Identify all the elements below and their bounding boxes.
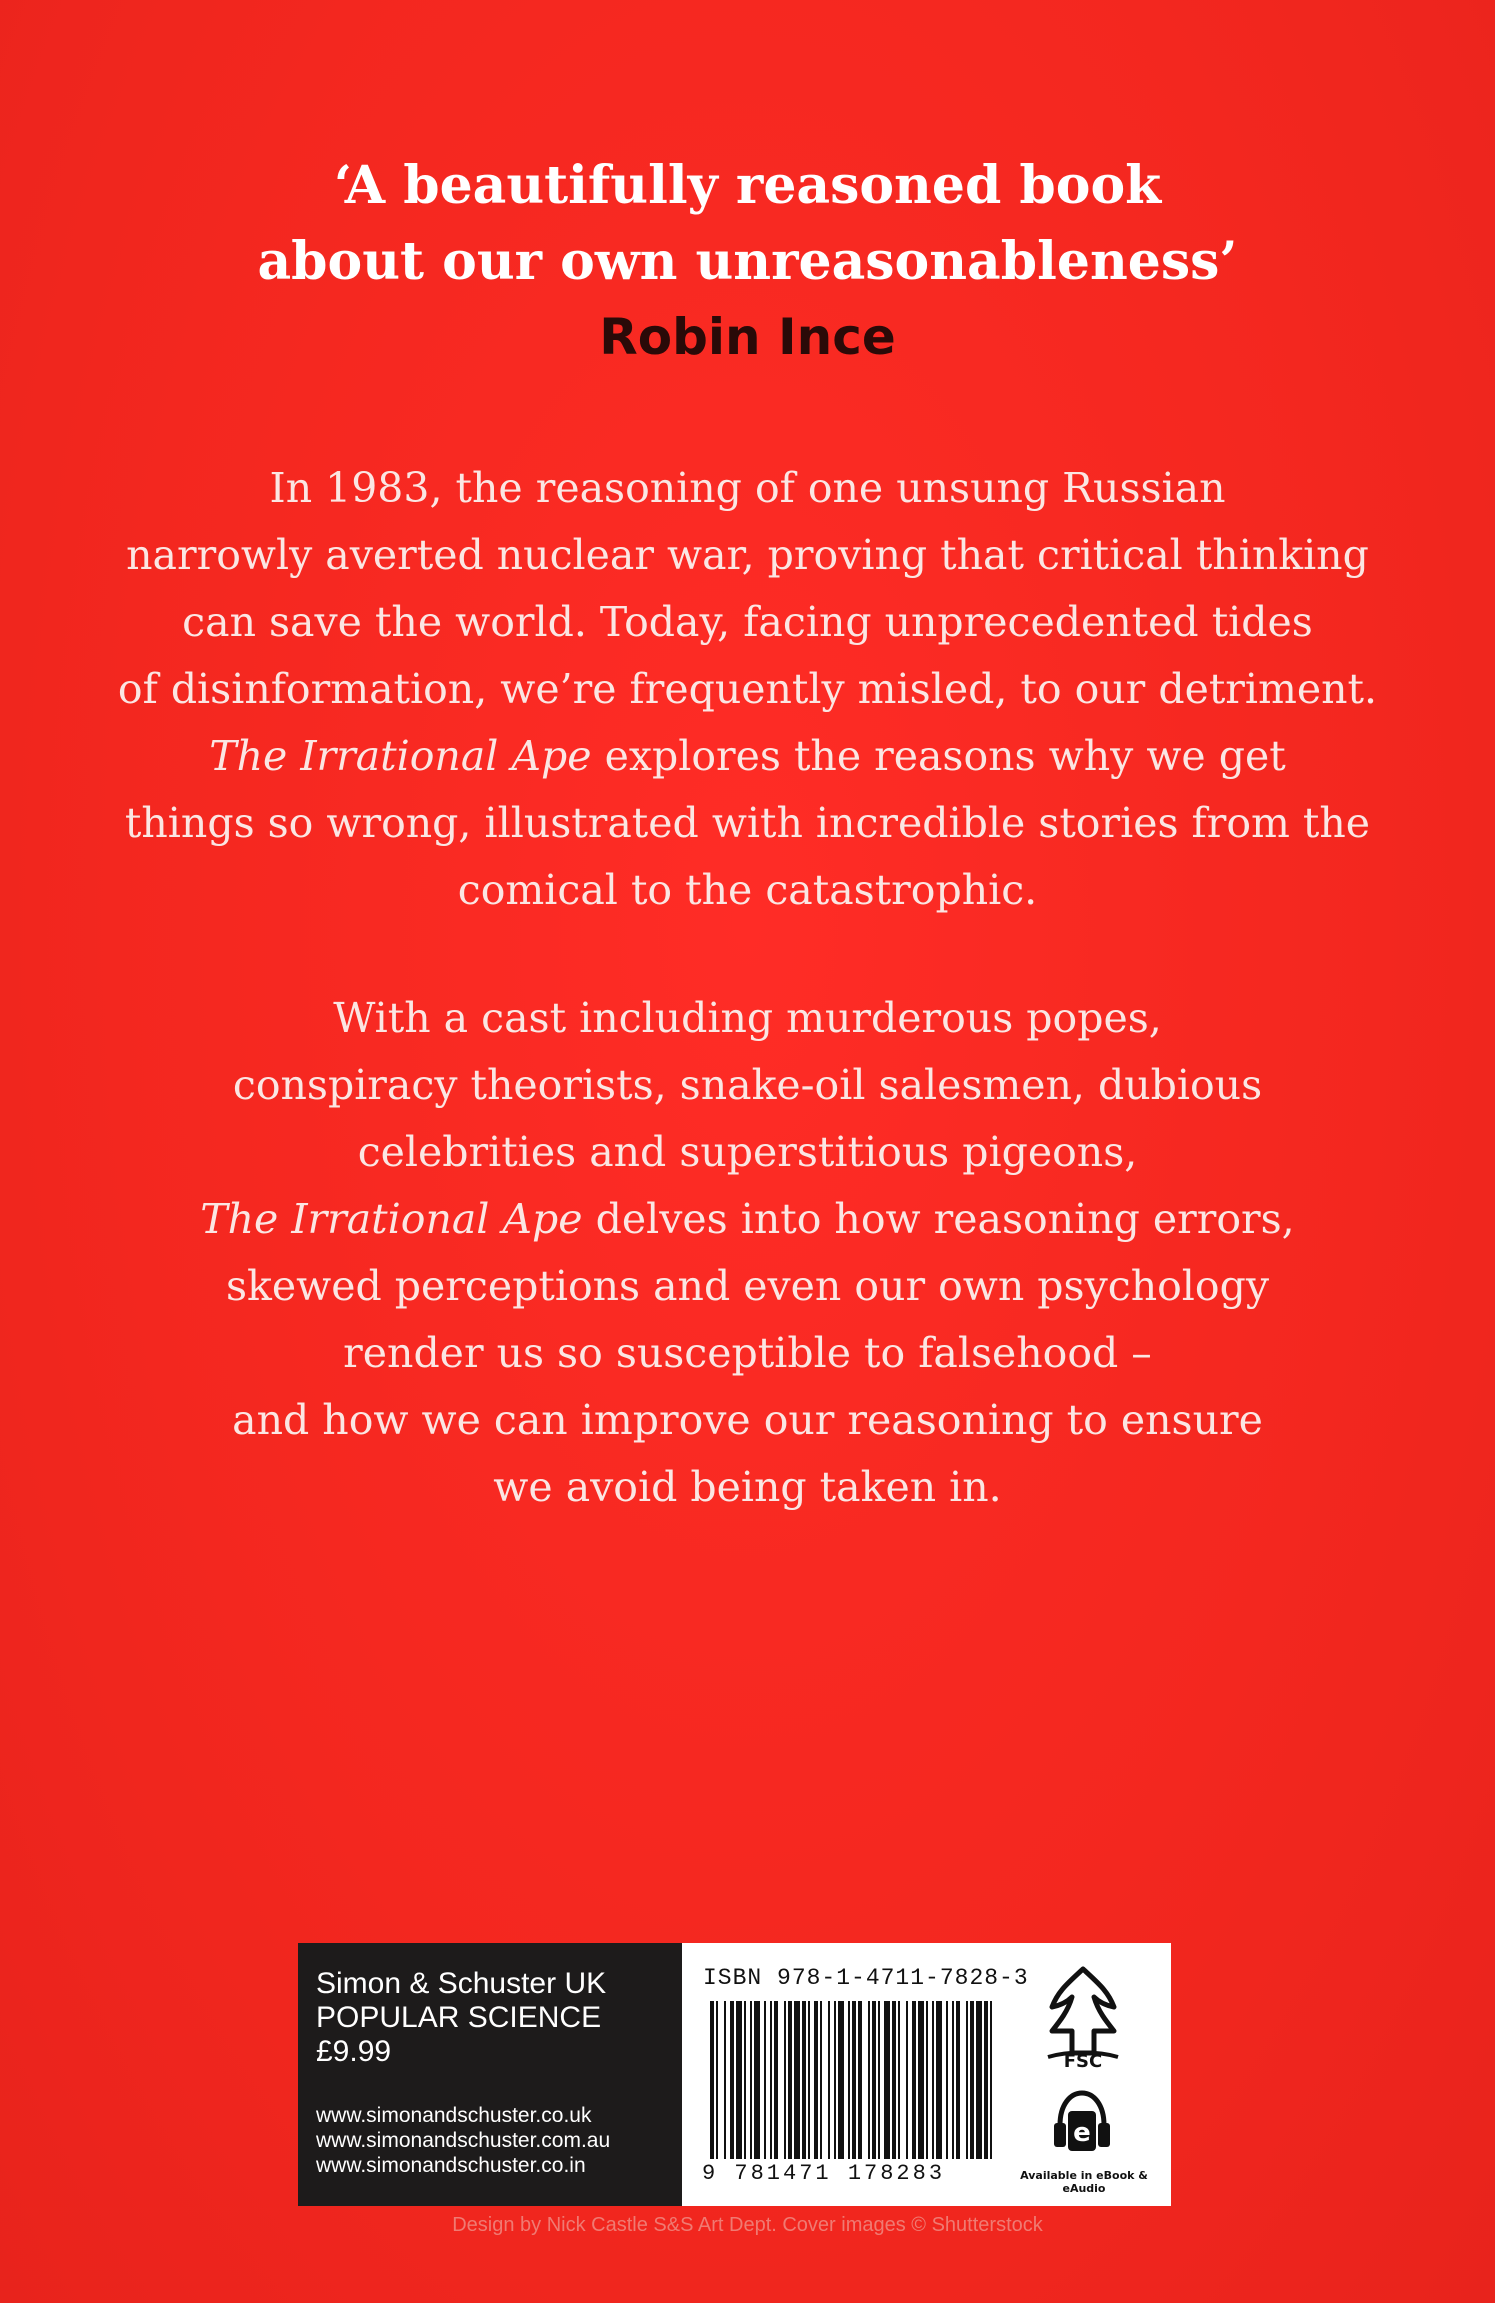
barcode-bar (794, 2001, 800, 2159)
barcode-bar (892, 2001, 896, 2159)
blurb-paragraph-1 (0, 455, 1495, 924)
book-title-italic: The Irrational Ape (200, 1195, 583, 1243)
barcode-bar (838, 2001, 844, 2159)
barcode-bar (898, 2001, 900, 2159)
barcode-bar (952, 2001, 954, 2159)
barcode-bar (906, 2001, 908, 2159)
blurb-line: of disinformation, we’re frequently misled, to our detriment. (117, 665, 1378, 713)
blurb-line (0, 1186, 1495, 1253)
barcode-bar (984, 2001, 988, 2159)
barcode-bar (730, 2001, 734, 2159)
availability-label: Available in eBook & eAudio (1020, 2169, 1148, 2195)
barcode-bar (858, 2001, 862, 2159)
publisher-url: www.simonandschuster.com.au (316, 2129, 611, 2152)
barcode-bar (808, 2001, 810, 2159)
publisher-url: www.simonandschuster.co.uk (316, 2104, 592, 2127)
barcode-bar (868, 2001, 870, 2159)
barcode-bar (912, 2001, 916, 2159)
publisher-url: www.simonandschuster.co.in (316, 2154, 586, 2177)
blurb-line: In 1983, the reasoning of one unsung Russian (269, 464, 1226, 512)
barcode-bar (724, 2001, 726, 2159)
barcode-bar (946, 2001, 948, 2159)
barcode-bar (750, 2001, 752, 2159)
barcode-bar (764, 2001, 766, 2159)
barcode-bar (834, 2001, 836, 2159)
blurb-line: can save the world. Today, facing unprecedented tides (182, 598, 1313, 646)
barcode (710, 2001, 992, 2159)
review-quote (0, 148, 1495, 300)
barcode-bar (784, 2001, 786, 2159)
barcode-bar (932, 2001, 934, 2159)
barcode-bar (878, 2001, 880, 2159)
publisher-info-box (298, 1943, 1171, 2206)
blurb-line: render us so susceptible to falsehood – (343, 1329, 1152, 1377)
barcode-digits: 9 781471 178283 (702, 2161, 946, 2186)
book-title-italic: The Irrational Ape (209, 732, 592, 780)
blurb-line (0, 723, 1495, 790)
ebook-icon-letter: e (1073, 2118, 1091, 2148)
barcode-bar (990, 2001, 992, 2159)
barcode-bar (956, 2001, 960, 2159)
blurb-line: With a cast including murderous popes, (333, 994, 1162, 1042)
fsc-label: FSC (1063, 2051, 1103, 2072)
barcode-bar (754, 2001, 760, 2159)
book-category: POPULAR SCIENCE (316, 2001, 602, 2034)
blurb-line: things so wrong, illustrated with incredible stories from the (124, 799, 1371, 847)
barcode-bar (926, 2001, 928, 2159)
blurb-line: and how we can improve our reasoning to ensure (232, 1396, 1263, 1444)
barcode-bar (820, 2001, 822, 2159)
barcode-bar (788, 2001, 792, 2159)
barcode-bar (736, 2001, 742, 2159)
barcode-bar (848, 2001, 850, 2159)
barcode-bar (744, 2001, 746, 2159)
barcode-bar (770, 2001, 772, 2159)
design-credits: Design by Nick Castle S&S Art Dept. Cover images © Shutterstock (452, 2214, 1043, 2236)
barcode-bar (884, 2001, 890, 2159)
book-price: £9.99 (316, 2035, 392, 2068)
blurb-line: celebrities and superstitious pigeons, (357, 1128, 1138, 1176)
barcode-bar (710, 2001, 714, 2159)
barcode-bar (936, 2001, 942, 2159)
barcode-bar (852, 2001, 856, 2159)
barcode-bar (828, 2001, 830, 2159)
blurb-line-rest: explores the reasons why we get (591, 732, 1286, 780)
barcode-bar (976, 2001, 982, 2159)
blurb-line: we avoid being taken in. (493, 1463, 1002, 1511)
barcode-bar (716, 2001, 718, 2159)
quote-line: about our own unreasonableness’ (257, 231, 1238, 292)
blurb-line: skewed perceptions and even our own psychology (225, 1262, 1270, 1310)
blurb-paragraph-2 (0, 985, 1495, 1521)
barcode-bar (872, 2001, 876, 2159)
blurb-line: comical to the catastrophic. (457, 866, 1038, 914)
isbn-label: ISBN 978-1-4711-7828-3 (703, 1965, 1029, 1991)
barcode-bar (970, 2001, 974, 2159)
barcode-bar (774, 2001, 778, 2159)
barcode-bar (802, 2001, 806, 2159)
publisher-panel (298, 1943, 682, 2206)
blurb-line: narrowly averted nuclear war, proving that critical thinking (126, 531, 1369, 579)
ebook-audio-icon (1050, 2085, 1114, 2165)
barcode-bar (918, 2001, 924, 2159)
barcode-bar (966, 2001, 968, 2159)
blurb-line-rest: delves into how reasoning errors, (582, 1195, 1295, 1243)
quote-attribution: Robin Ince (599, 308, 896, 366)
barcode-bar (814, 2001, 818, 2159)
blurb-line: conspiracy theorists, snake-oil salesmen, dubious (232, 1061, 1263, 1109)
quote-line: ‘A beautifully reasoned book (333, 155, 1162, 216)
publisher-name: Simon & Schuster UK (316, 1967, 607, 2000)
